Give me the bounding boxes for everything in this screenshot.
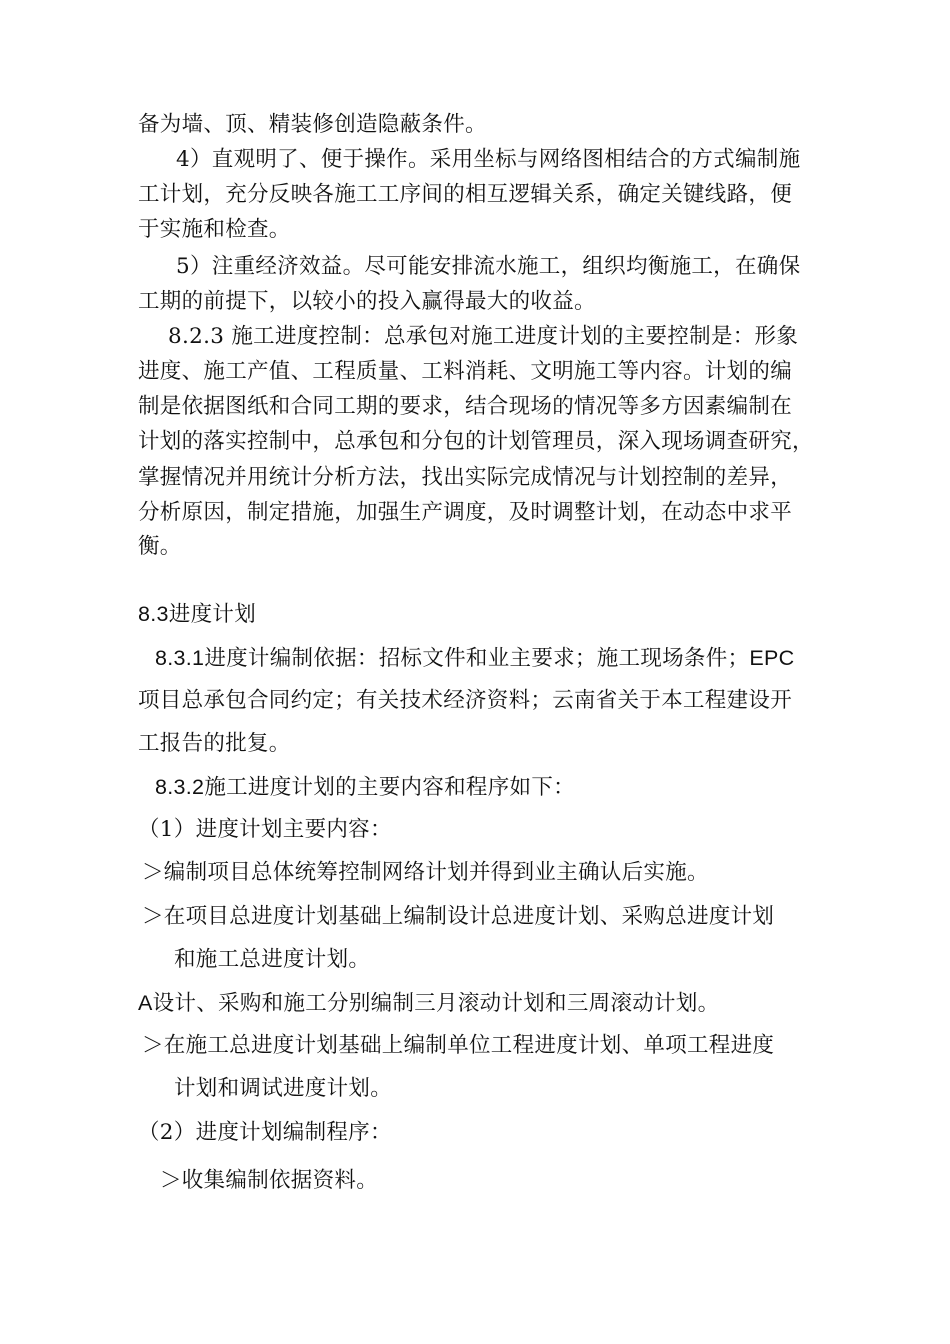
paragraph-line: 制是依据图纸和合同工期的要求，结合现场的情况等多方因素编制在 — [138, 394, 793, 419]
paragraph-line: 备为墙、顶、精装修创造隐蔽条件。 — [138, 112, 487, 137]
paragraph-line: 分析原因，制定措施，加强生产调度，及时调整计划，在动态中求平 — [138, 500, 793, 525]
bullet-item: ＞编制项目总体统筹控制网络计划并得到业主确认后实施。 — [142, 860, 709, 885]
paragraph-line: 工期的前提下，以较小的投入赢得最大的收益。 — [138, 289, 596, 314]
bullet-item: ＞收集编制依据资料。 — [160, 1168, 379, 1193]
list-item-4-line: 4）直观明了、便于操作。采用坐标与网络图相结合的方式编制施 — [176, 147, 801, 172]
paragraph-line: 工计划，充分反映各施工工序间的相互逻辑关系，确定关键线路，便 — [138, 182, 793, 207]
paragraph-line: 衡。 — [138, 534, 182, 559]
bullet-item: A设计、采购和施工分别编制三月滚动计划和三周滚动计划。 — [138, 991, 720, 1015]
paragraph-line: 项目总承包合同约定；有关技术经济资料；云南省关于本工程建设开 — [138, 688, 793, 713]
bullet-item: ＞在施工总进度计划基础上编制单位工程进度计划、单项工程进度 — [142, 1033, 775, 1058]
paragraph-line: 计划的落实控制中，总承包和分包的计划管理员，深入现场调查研究， — [138, 429, 814, 454]
bullet-item-continuation: 计划和调试进度计划。 — [174, 1076, 393, 1101]
paragraph-line: 工报告的批复。 — [138, 731, 291, 756]
subsection-1-heading: （1）进度计划主要内容： — [138, 817, 392, 842]
paragraph-line: 于实施和检查。 — [138, 217, 291, 242]
paragraph-line: 掌握情况并用统计分析方法，找出实际完成情况与计划控制的差异， — [138, 465, 793, 490]
paragraph-line: 进度、施工产值、工程质量、工料消耗、文明施工等内容。计划的编 — [138, 359, 793, 384]
bullet-item-continuation: 和施工总进度计划。 — [174, 947, 371, 972]
section-8-3-2-line: 8.3.2施工进度计划的主要内容和程序如下： — [155, 775, 575, 799]
section-8-2-3-line: 8.2.3 施工进度控制：总承包对施工进度计划的主要控制是：形象 — [168, 324, 799, 349]
section-heading-8-3: 8.3进度计划 — [138, 602, 256, 626]
section-8-3-1-line: 8.3.1进度计编制依据：招标文件和业主要求；施工现场条件；EPC — [155, 646, 795, 670]
bullet-item: ＞在项目总进度计划基础上编制设计总进度计划、采购总进度计划 — [142, 904, 775, 929]
list-item-5-line: 5）注重经济效益。尽可能安排流水施工，组织均衡施工，在确保 — [176, 254, 801, 279]
subsection-2-heading: （2）进度计划编制程序： — [138, 1120, 392, 1145]
